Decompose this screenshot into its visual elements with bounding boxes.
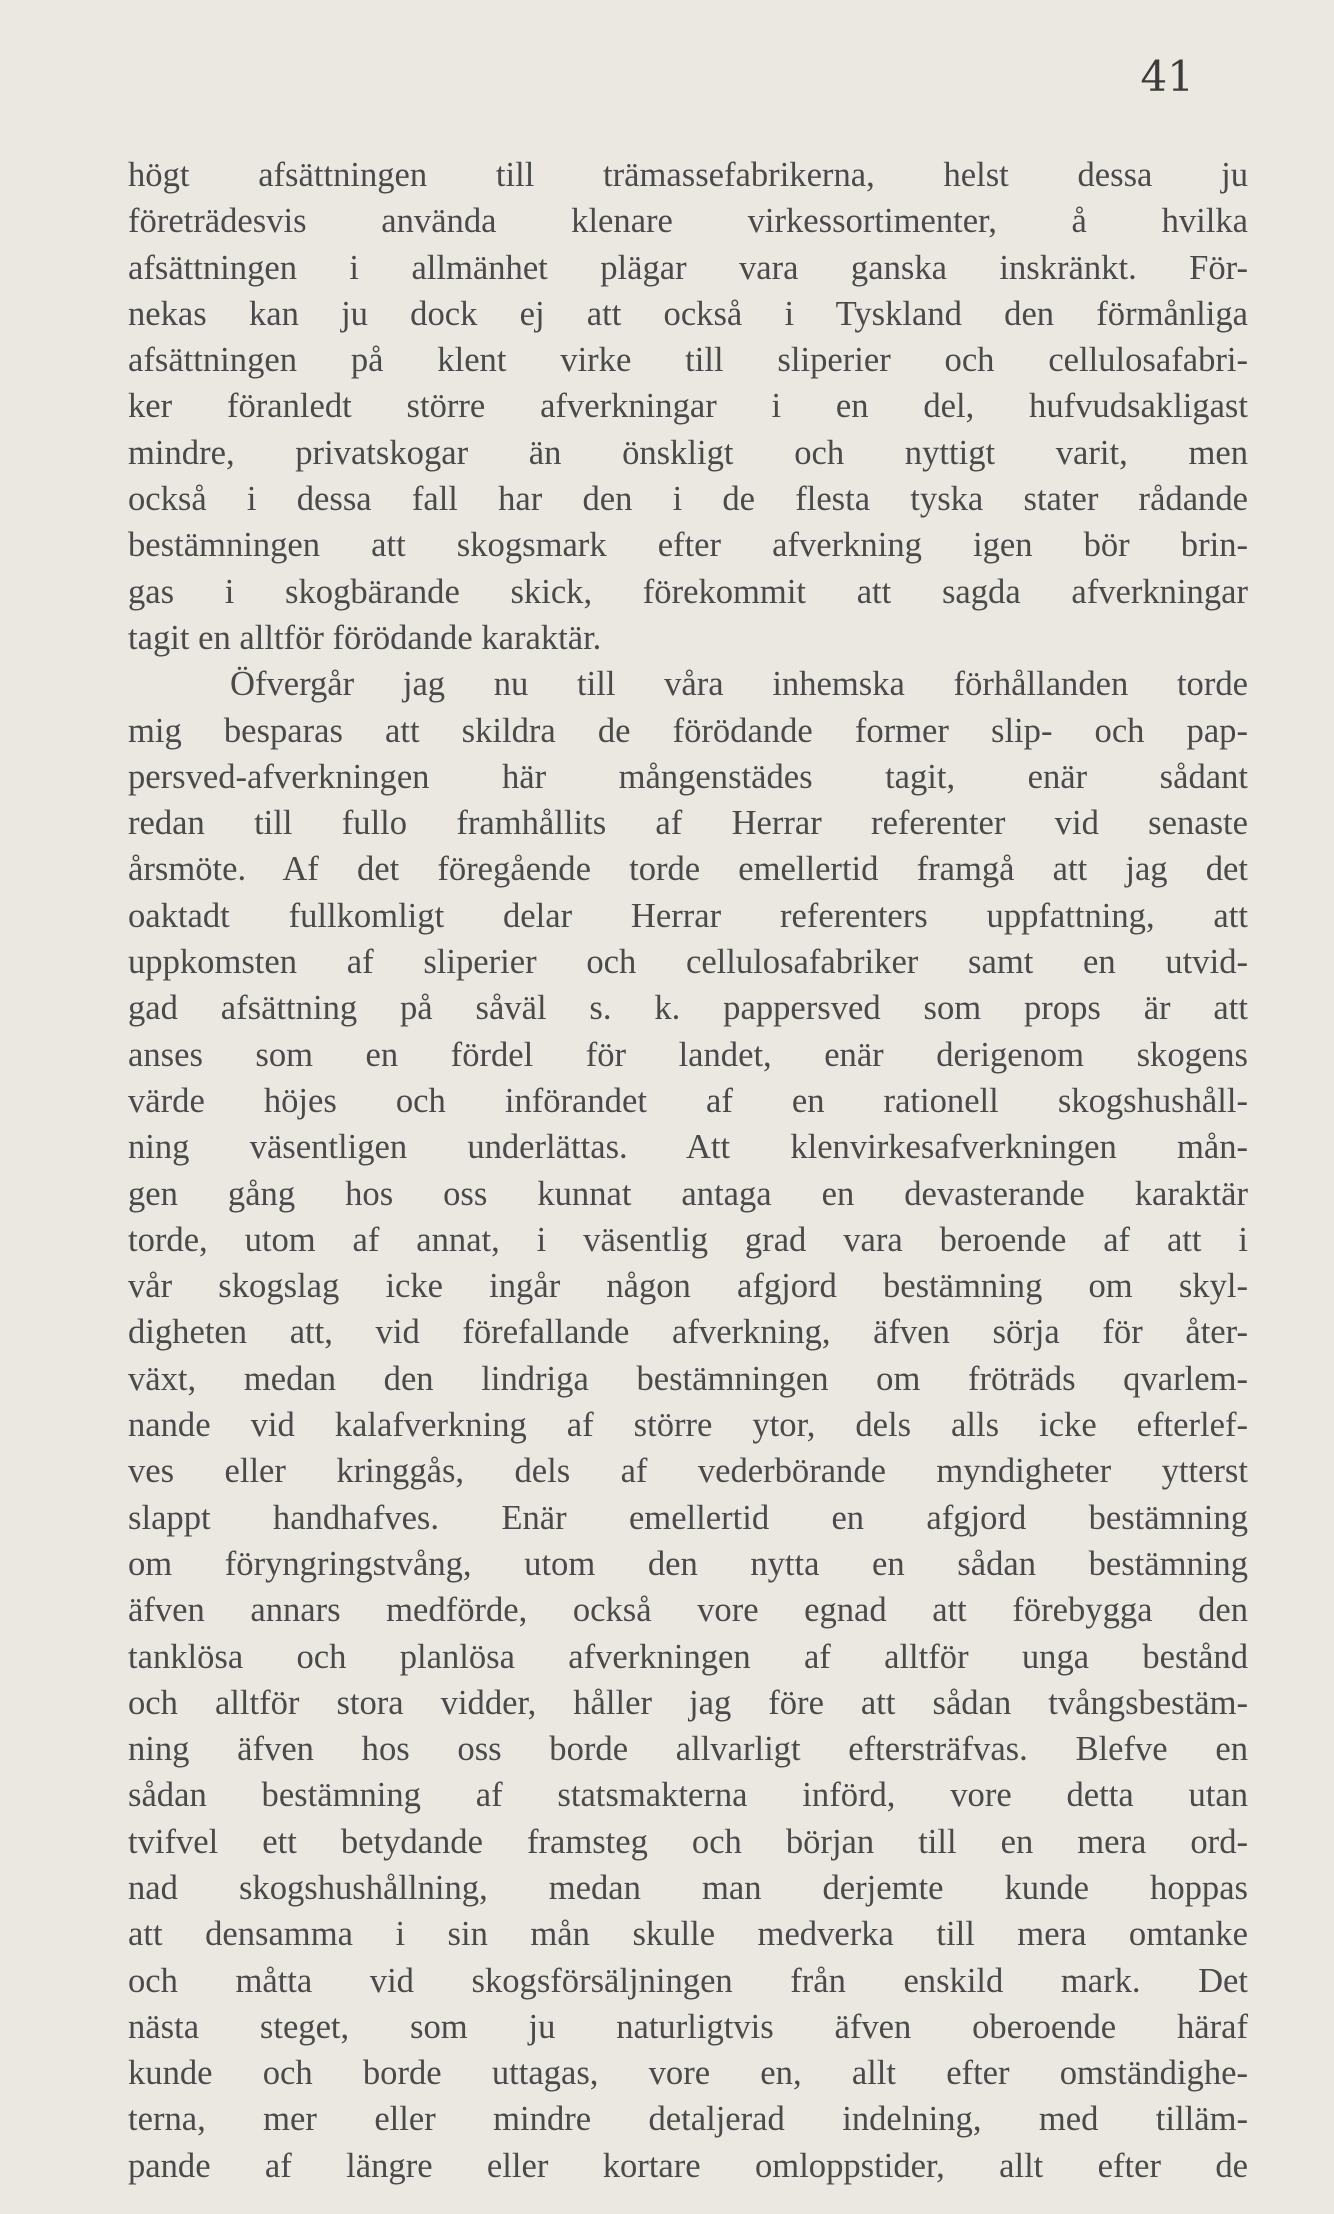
text-line: kunde och borde uttagas, vore en, allt efter omständighe- [128, 2054, 1248, 2093]
text-line: växt, medan den lindriga bestämningen om fröträds qvarlem- [128, 1359, 1248, 1398]
text-line: och alltför stora vidder, håller jag före att sådan tvångsbestäm- [128, 1683, 1248, 1722]
text-line: ker föranledt större afverkningar i en del, hufvudsakligast [128, 387, 1248, 426]
text-line: företrädesvis använda klenare virkessortimenter, å hvilka [128, 202, 1248, 241]
text-line: årsmöte. Af det föregående torde emellertid framgå att jag det [128, 850, 1248, 889]
text-line: också i dessa fall har den i de flesta tyska stater rådande [128, 480, 1248, 519]
text-line: nad skogshushållning, medan man derjemte kunde hoppas [128, 1868, 1248, 1907]
text-line: högt afsättningen till trämassefabrikerna, helst dessa ju [128, 156, 1248, 194]
text-line: persved-afverkningen här mångenstädes tagit, enär sådant [128, 757, 1248, 796]
text-line: vår skogslag icke ingår någon afgjord bestämning om skyl- [128, 1267, 1248, 1306]
text-line: mig besparas att skildra de förödande former slip- och pap- [128, 711, 1248, 750]
text-line: nästa steget, som ju naturligtvis äfven oberoende häraf [128, 2007, 1248, 2046]
text-line: bestämningen att skogsmark efter afverkning igen bör brin- [128, 526, 1248, 565]
text-line: afsättningen på klent virke till sliperier och cellulosafabri- [128, 341, 1248, 380]
text-line: och måtta vid skogsförsäljningen från enskild mark. Det [128, 1961, 1248, 2000]
text-line: nande vid kalafverkning af större ytor, dels alls icke efterlef- [128, 1406, 1248, 1445]
text-line: redan till fullo framhållits af Herrar referenter vid senaste [128, 804, 1248, 843]
text-line: värde höjes och införandet af en rationell skogshushåll- [128, 1081, 1248, 1120]
text-line: slappt handhafves. Enär emellertid en afgjord bestämning [128, 1498, 1248, 1537]
text-line: ves eller kringgås, dels af vederbörande myndigheter ytterst [128, 1452, 1248, 1491]
text-line: gad afsättning på såväl s. k. pappersved som props är att [128, 989, 1248, 1028]
text-line: nekas kan ju dock ej att också i Tyskland den förmånliga [128, 294, 1248, 333]
text-line: gen gång hos oss kunnat antaga en devasterande karaktär [128, 1174, 1248, 1213]
body-text [128, 152, 1248, 2189]
text-line: sådan bestämning af statsmakterna införd, vore detta utan [128, 1776, 1248, 1815]
text-line: att densamma i sin mån skulle medverka till mera omtanke [128, 1915, 1248, 1954]
text-line: tvifvel ett betydande framsteg och början till en mera ord- [128, 1822, 1248, 1861]
text-line: anses som en fördel för landet, enär derigenom skogens [128, 1035, 1248, 1074]
text-line: ning väsentligen underlättas. Att klenvirkesafverkningen mån- [128, 1128, 1248, 1167]
page-number: 41 [1140, 52, 1194, 101]
text-line: om föryngringstvång, utom den nytta en sådan bestämning [128, 1544, 1248, 1583]
text-line: oaktadt fullkomligt delar Herrar referenters uppfattning, att [128, 896, 1248, 935]
text-line: digheten att, vid förefallande afverkning, äfven sörja för åter- [128, 1313, 1248, 1352]
text-line: tanklösa och planlösa afverkningen af alltför unga bestånd [128, 1637, 1248, 1676]
text-line: torde, utom af annat, i väsentlig grad vara beroende af att i [128, 1220, 1248, 1259]
text-line: ning äfven hos oss borde allvarligt eftersträfvas. Blefve en [128, 1730, 1248, 1769]
text-line: terna, mer eller mindre detaljerad indelning, med tilläm- [128, 2100, 1248, 2139]
text-line: pande af längre eller kortare omloppstider, allt efter de [128, 2146, 1248, 2185]
text-line: äfven annars medförde, också vore egnad att förebygga den [128, 1591, 1248, 1630]
text-line: mindre, privatskogar än önskligt och nyttigt varit, men [128, 433, 1248, 472]
text-line: uppkomsten af sliperier och cellulosafabriker samt en utvid- [128, 943, 1248, 982]
text-line: tagit en alltför förödande karaktär. [128, 618, 602, 657]
text-line: Öfvergår jag nu till våra inhemska förhållanden torde [230, 665, 1248, 704]
text-line: gas i skogbärande skick, förekommit att sagda afverkningar [128, 572, 1248, 611]
text-line: afsättningen i allmänhet plägar vara ganska inskränkt. För- [128, 248, 1248, 287]
